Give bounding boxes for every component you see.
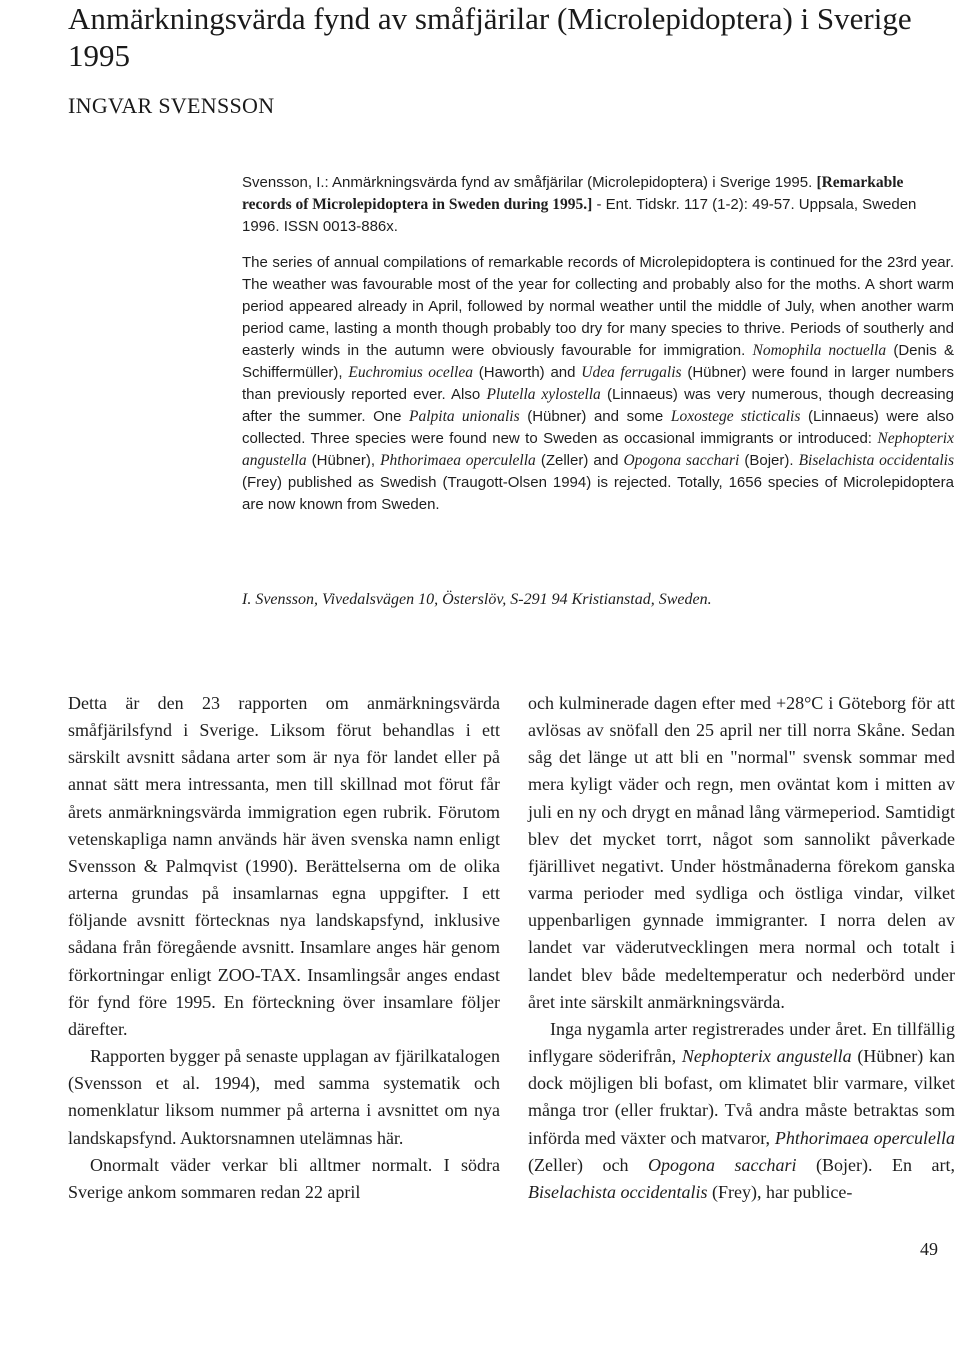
citation	[242, 172, 954, 238]
species-name: Palpita unionalis	[409, 408, 520, 425]
body-column-left	[68, 690, 500, 1206]
page-number: 49	[920, 1239, 938, 1259]
citation-journal: - Ent. Tidskr. 117 (1-2): 49-57. Uppsala, Sweden 1996. ISSN 0013-886x.	[242, 196, 917, 235]
body-paragraph: och kulminerade dagen efter med +28°C i Göteborg för att avlösas av snöfall den 25 april ner till norra Skåne. Sedan såg det länge ut att bli en "normal" svensk sommar med mera kyligt väder och regn, men oväntat kom i mitten av juli en ny och drygt en månad lång värmeperiod. Samtidigt blev det mycket torrt, något som sannolikt påverkade fjärillivet negativt. Under höstmånaderna förekom ganska varma perioder med sydliga och östliga vindar, vilket uppenbarligen gynnade immigranter. I norra delen av landet var väderutvecklingen mera normal och totalt i landet blev både medeltemperatur och nederbörd under året inte särskilt anmärkningsvärda.	[528, 693, 955, 1012]
article-title: Anmärkningsvärda fynd av småfjärilar (Microlepidoptera) i Sverige 1995	[68, 1, 912, 73]
species-name: Opogona sacchari	[623, 452, 740, 469]
species-name: Phthorimaea operculella	[774, 1127, 955, 1148]
body-paragraph: Rapporten bygger på senaste upplagan av fjärilkatalogen (Svensson et al. 1994), med samma systematik och nomenklatur liksom nummer på arterna i avsnittet om nya landskapsfynd. Auktorsnamnen utelämnas här.	[68, 1046, 500, 1148]
species-name: Phthorimaea operculella	[380, 452, 536, 469]
species-name: Loxostege sticticalis	[670, 408, 801, 425]
body-column-right	[528, 690, 955, 1206]
citation-text: Svensson, I.: Anmärkningsvärda fynd av småfjärilar (Microlepidoptera) i Sverige 1995.	[242, 174, 817, 191]
body-paragraph: Detta är den 23 rapporten om anmärkningsvärda småfjärilsfynd i Sverige. Liksom förut behandlas i ett särskilt avsnitt sådana arter som är nya för landet eller på annat sätt mera intressanta, men till skillnad mot förut får årets anmärkningsvärda immigration egen rubrik. Förutom vetenskapliga namn används här även svenska namn enligt Svensson & Palmqvist (1990). Berättelserna om de olika arterna grundas på insamlarnas egna uppgifter. I ett följande avsnitt förtecknas nya landskapsfynd, inklusive sådana från föregående avsnitt. Insamlare anges här genom förkortningar enligt ZOO-TAX. Insamlingsår anges endast för fynd före 1995. En förteckning över insamlare följer därefter.	[68, 693, 500, 1039]
english-title: [Remarkable records of Microlepidoptera in Sweden during 1995.]	[242, 174, 904, 213]
species-name: Biselachista occidentalis	[798, 452, 955, 469]
species-name: Opogona sacchari	[647, 1154, 797, 1175]
species-name: Biselachista occidentalis	[528, 1181, 708, 1202]
species-name: Plutella xylostella	[486, 386, 601, 403]
species-name: Euchromius ocellea	[348, 364, 473, 381]
species-name: Nephopterix angustella	[242, 430, 954, 469]
article-author: INGVAR SVENSSON	[68, 93, 275, 118]
author-address: I. Svensson, Vivedalsvägen 10, Österslöv, S-291 94 Kristianstad, Sweden.	[242, 591, 712, 608]
body-paragraph: Inga nygamla arter registrerades under året. En tillfällig inflygare söderifrån, Nephopterix angustella (Hübner) kan dock möjligen bli bofast, om klimatet blir varmare, vilket många tror (eller fruktar). Två andra måste betraktas som införda med växter och matvaror, Phthorimaea operculella (Zeller) och Opogona sacchari (Bojer). En art, Biselachista occidentalis (Frey), har publice-	[528, 1018, 955, 1202]
abstract	[242, 172, 954, 516]
species-name: Nomophila noctuella	[752, 342, 887, 359]
species-name: Nephopterix angustella	[681, 1046, 852, 1067]
species-name: Udea ferrugalis	[581, 364, 682, 381]
body-paragraph: Onormalt väder verkar bli alltmer normalt. I södra Sverige ankom sommaren redan 22 april	[68, 1154, 500, 1202]
abstract-text: The series of annual compilations of remarkable records of Microlepidoptera is continued for the 23rd year. The weather was favourable most of the year for collecting and probably also for the moths. A short warm period appeared already in April, followed by normal weather until the middle of July, when another warm period came, lasting a month though probably too dry for many species to thrive. Periods of southerly and easterly winds in the autumn were obviously favourable for immigration. Nomophila noctuella (Denis & Schiffermüller), Euchromius ocellea (Haworth) and Udea ferrugalis (Hübner) were found in larger numbers than previously reported ever. Also Plutella xylostella (Linnaeus) was very numerous, though decreasing after the summer. One Palpita unionalis (Hübner) and some Loxostege sticticalis (Linnaeus) were also collected. Three species were found new to Sweden as occasional immigrants or introduced: Nephopterix angustella (Hübner), Phthorimaea operculella (Zeller) and Opogona sacchari (Bojer). Biselachista occidentalis (Frey) published as Swedish (Traugott-Olsen 1994) is rejected. Totally, 1656 species of Microlepidoptera are now known from Sweden.	[242, 254, 955, 513]
